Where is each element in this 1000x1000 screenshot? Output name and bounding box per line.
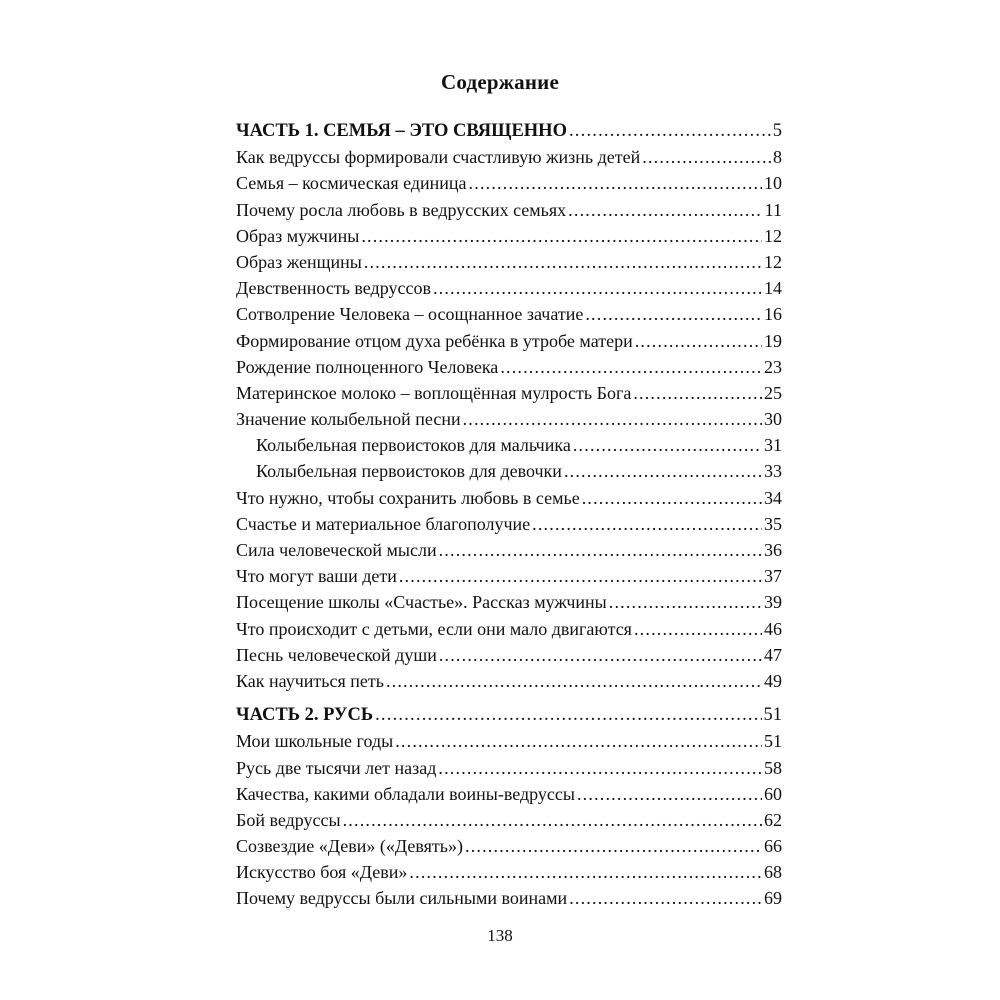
toc-entry [236, 223, 782, 249]
toc-page-number: 25 [764, 382, 782, 403]
toc-entry [236, 833, 782, 859]
toc-entry [236, 406, 782, 432]
toc-page-number: 49 [764, 670, 782, 691]
toc-page-number: 5 [772, 121, 782, 141]
toc-entry [236, 616, 782, 642]
dot-leader [577, 781, 762, 807]
toc-entry-label: Созвездие «Деви» («Девять») [236, 836, 463, 857]
toc-entry-label: Посещение школы «Счастье». Рассказ мужчины [236, 592, 607, 613]
dot-leader [364, 249, 762, 275]
toc-page-number: 14 [764, 278, 782, 299]
dot-leader [634, 616, 762, 642]
dot-leader [500, 354, 762, 380]
toc-entry-label: Как научиться петь [236, 670, 384, 691]
dot-leader [386, 668, 762, 694]
toc-entry [236, 485, 782, 511]
dot-leader [573, 432, 762, 458]
toc-page-number: 37 [764, 566, 782, 587]
toc-entry [236, 458, 782, 484]
dot-leader [642, 144, 771, 170]
toc-entry-label: Русь две тысячи лет назад [236, 757, 437, 778]
toc-page-number: 8 [773, 147, 782, 168]
toc-page-number: 16 [764, 304, 782, 325]
toc-entry-label: Песнь человеческой души [236, 644, 437, 665]
toc-entry [236, 642, 782, 668]
toc-part-heading-label: ЧАСТЬ 2. РУСЬ [236, 705, 374, 726]
dot-leader [609, 589, 762, 615]
toc-entry-label: Искусство боя «Деви» [236, 862, 408, 883]
table-of-contents [236, 118, 782, 912]
toc-entry [236, 859, 782, 885]
toc-page-number: 62 [764, 809, 782, 830]
toc-entry-label: Что происходит с детьми, если они мало двигаются [236, 618, 632, 639]
toc-entry-label: Колыбельная первоистоков для девочки [256, 461, 562, 482]
dot-leader [564, 458, 762, 484]
toc-page-number: 69 [764, 888, 782, 909]
dot-leader [582, 485, 762, 511]
dot-leader [433, 275, 762, 301]
dot-leader [399, 563, 762, 589]
toc-page-number: 12 [764, 225, 782, 246]
toc-page-number: 47 [764, 644, 782, 665]
dot-leader [465, 833, 762, 859]
toc-page-number: 35 [764, 513, 782, 534]
page-number: 138 [487, 926, 513, 945]
toc-entry [236, 728, 782, 754]
dot-leader [532, 511, 762, 537]
dot-leader [569, 885, 762, 911]
toc-entry [236, 328, 782, 354]
toc-page-number: 51 [764, 731, 782, 752]
toc-entry-label: Семья – космическая единица [236, 173, 467, 194]
dot-leader [585, 301, 762, 327]
toc-entry-label: Рождение полноценного Человека [236, 356, 499, 377]
toc-page-number: 11 [764, 199, 782, 220]
toc-entry-label: Качества, какими обладали воины-ведруссы [236, 783, 575, 804]
toc-entry [236, 537, 782, 563]
dot-leader [569, 118, 771, 144]
toc-entry [236, 380, 782, 406]
toc-entry [236, 275, 782, 301]
toc-page-number: 23 [764, 356, 782, 377]
toc-entry [236, 755, 782, 781]
toc-page-number: 19 [764, 330, 782, 351]
toc-entry-label: Мои школьные годы [236, 731, 394, 752]
toc-entry [236, 301, 782, 327]
toc-entry [236, 170, 782, 196]
toc-entry-label: Бой ведруссы [236, 809, 341, 830]
toc-entry-label: Как ведруссы формировали счастливую жизнь детей [236, 147, 641, 168]
dot-leader [463, 406, 762, 432]
toc-entry-label: Что могут ваши дети [236, 566, 397, 587]
toc-page-number: 10 [764, 173, 782, 194]
toc-entry [236, 781, 782, 807]
toc-entry [236, 249, 782, 275]
toc-page-number: 30 [764, 409, 782, 430]
toc-page-number: 39 [764, 592, 782, 613]
dot-leader [568, 197, 762, 223]
dot-leader [409, 859, 762, 885]
toc-entry-label: Что нужно, чтобы сохранить любовь в семье [236, 487, 580, 508]
toc-entry [236, 563, 782, 589]
toc-entry [236, 144, 782, 170]
toc-entry [236, 885, 782, 911]
toc-part-2 [236, 702, 782, 912]
toc-entry-label: Значение колыбельной песни [236, 409, 461, 430]
toc-page-number: 46 [764, 618, 782, 639]
toc-entry [236, 432, 782, 458]
toc-entry [236, 589, 782, 615]
toc-page-number: 51 [763, 705, 782, 726]
toc-entry [236, 668, 782, 694]
toc-entry-label: Счастье и материальное благополучие [236, 513, 531, 534]
toc-entry-label: Материнское молоко – воплощённая мулрость Бога [236, 382, 632, 403]
toc-page-number: 36 [764, 540, 782, 560]
dot-leader [439, 642, 762, 668]
toc-page-number: 12 [764, 251, 782, 272]
toc-page-number: 68 [764, 862, 782, 883]
dot-leader [469, 170, 762, 196]
toc-entry-label: Колыбельная первоистоков для мальчика [256, 435, 571, 456]
toc-entry-label: Почему ведруссы были сильными воинами [236, 888, 568, 909]
toc-entry-label: Почему росла любовь в ведрусских семьях [236, 199, 567, 220]
toc-part-heading [236, 118, 782, 144]
toc-entry [236, 197, 782, 223]
toc-page-number: 33 [764, 461, 782, 482]
toc-page-number: 31 [764, 435, 782, 456]
toc-page-number: 66 [764, 836, 782, 857]
dot-leader [361, 223, 762, 249]
dot-leader [439, 537, 762, 563]
page-title: Содержание [441, 70, 559, 94]
toc-entry [236, 807, 782, 833]
toc-page-number: 60 [764, 783, 782, 804]
toc-part-1 [236, 118, 782, 694]
toc-entry-label: Сотволрение Человека – осощнанное зачатие [236, 304, 584, 325]
toc-part-heading-label: ЧАСТЬ 1. СЕМЬЯ – ЭТО СВЯЩЕННО [236, 121, 567, 141]
toc-entry-label: Формирование отцом духа ребёнка в утробе матери [236, 330, 633, 351]
toc-entry-label: Образ женщины [236, 251, 362, 272]
toc-page-number: 58 [764, 757, 782, 778]
dot-leader [438, 755, 762, 781]
toc-part-heading [236, 702, 782, 728]
toc-entry-label: Сила человеческой мысли [236, 540, 437, 560]
dot-leader [375, 702, 761, 728]
toc-entry [236, 354, 782, 380]
toc-entry-label: Девственность ведруссов [236, 278, 431, 299]
toc-page-number: 34 [764, 487, 782, 508]
toc-entry-label: Образ мужчины [236, 225, 360, 246]
dot-leader [633, 380, 762, 406]
dot-leader [635, 328, 762, 354]
toc-entry [236, 511, 782, 537]
dot-leader [343, 807, 762, 833]
dot-leader [395, 728, 762, 754]
